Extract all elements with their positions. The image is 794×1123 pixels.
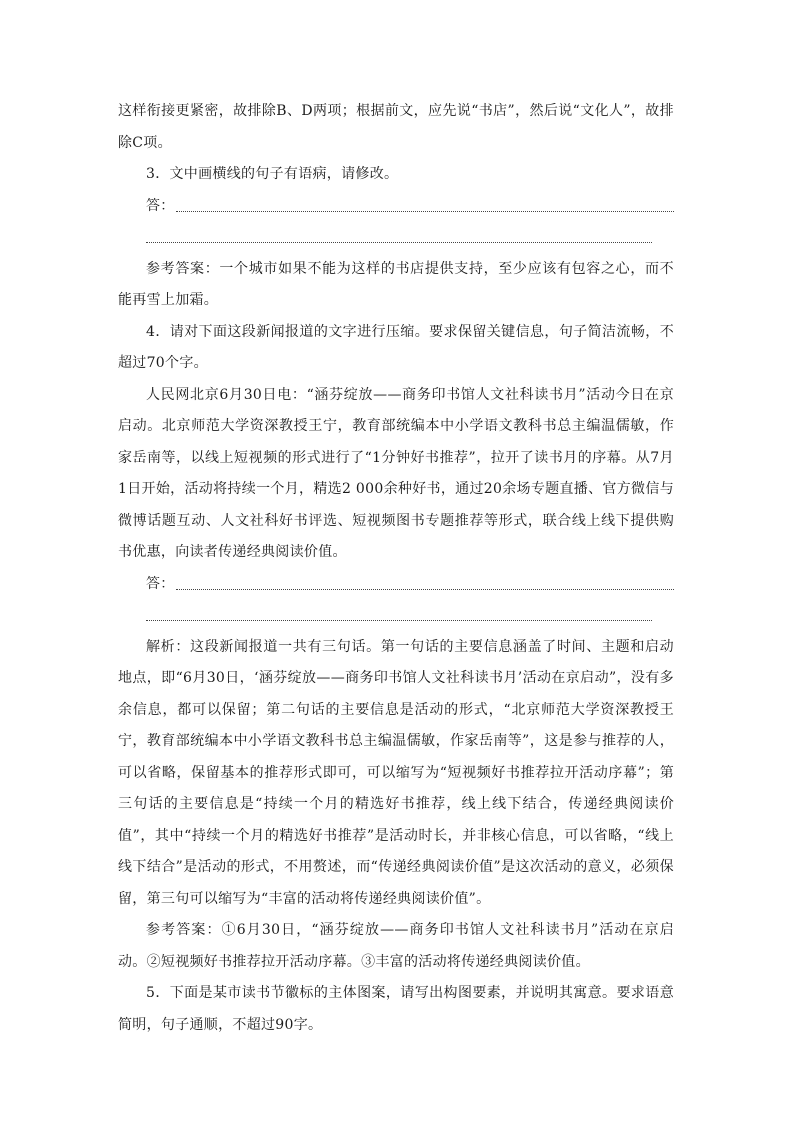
analysis-4: 解析：这段新闻报道一共有三句话。第一句话的主要信息涵盖了时间、主题和启动地点，即“6月30日，‘涵芬绽放——商务印书馆人文社科读书月’活动在京启动”，没有多余信息，都可以保留；第二句话的主要信息是活动的形式，“北京师范大学资深教授王宁，教育部统编本中小学语文教科书总主编温儒敏，作家岳南等”，这是参与推荐的人，可以省略，保留基本的推荐形式即可，可以缩写为“短视频好书推荐拉开活动序幕”；第三句话的主要信息是“持续一个月的精选好书推荐，线上线下结合，传递经典阅读价值”，其中“持续一个月的精选好书推荐”是活动时长，并非核心信息，可以省略，“线上线下结合”是活动的形式，不用赘述，而“传递经典阅读价值”是这次活动的意义，必须保留，第三句可以缩写为“丰富的活动将传递经典阅读价值”。 xyxy=(118,638,674,907)
dotted-rule xyxy=(146,620,652,621)
answer-line-3 xyxy=(118,191,674,223)
question-5: 5．下面是某市读书节徽标的主体图案，请写出构图要素，并说明其寓意。要求语意简明，句子通顺，不超过90字。 xyxy=(118,985,674,1033)
answer-label: 答： xyxy=(146,197,175,214)
question-3: 3．文中画横线的句子有语病，请修改。 xyxy=(146,166,399,182)
answer-line-4b xyxy=(118,600,674,632)
answer-label: 答： xyxy=(146,575,175,592)
dotted-rule xyxy=(146,242,652,243)
question-4: 4．请对下面这段新闻报道的文字进行压缩。要求保留关键信息，句子简洁流畅，不超过70个字。 xyxy=(118,323,674,371)
answer-explanation-continued: 这样衔接更紧密，故排除B、D两项；根据前文，应先说“书店”，然后说“文化人”，故排除C项。 xyxy=(118,103,674,151)
answer-line-4 xyxy=(118,569,674,601)
dotted-rule xyxy=(176,211,674,212)
answer-line-3b xyxy=(118,222,674,254)
document-body xyxy=(118,96,674,1041)
reference-answer-3: 参考答案：一个城市如果不能为这样的书店提供支持，至少应该有包容之心，而不能再雪上加霜。 xyxy=(118,260,674,308)
reference-answer-4: 参考答案：①6月30日，“涵芬绽放——商务印书馆人文社科读书月”活动在京启动。②短视频好书推荐拉开活动序幕。③丰富的活动将传递经典阅读价值。 xyxy=(118,922,674,970)
dotted-rule xyxy=(176,589,674,590)
news-passage: 人民网北京6月30日电：“涵芬绽放——商务印书馆人文社科读书月”活动今日在京启动。北京师范大学资深教授王宁，教育部统编本中小学语文教科书总主编温儒敏，作家岳南等，以线上短视频的形式进行了“1分钟好书推荐”，拉开了读书月的序幕。从7月1日开始，活动将持续一个月，精选2 000余种好书，通过20余场专题直播、官方微信与微博话题互动、人文社科好书评选、短视频图书专题推荐等形式，联合线上线下提供购书优惠，向读者传递经典阅读价值。 xyxy=(118,386,674,560)
